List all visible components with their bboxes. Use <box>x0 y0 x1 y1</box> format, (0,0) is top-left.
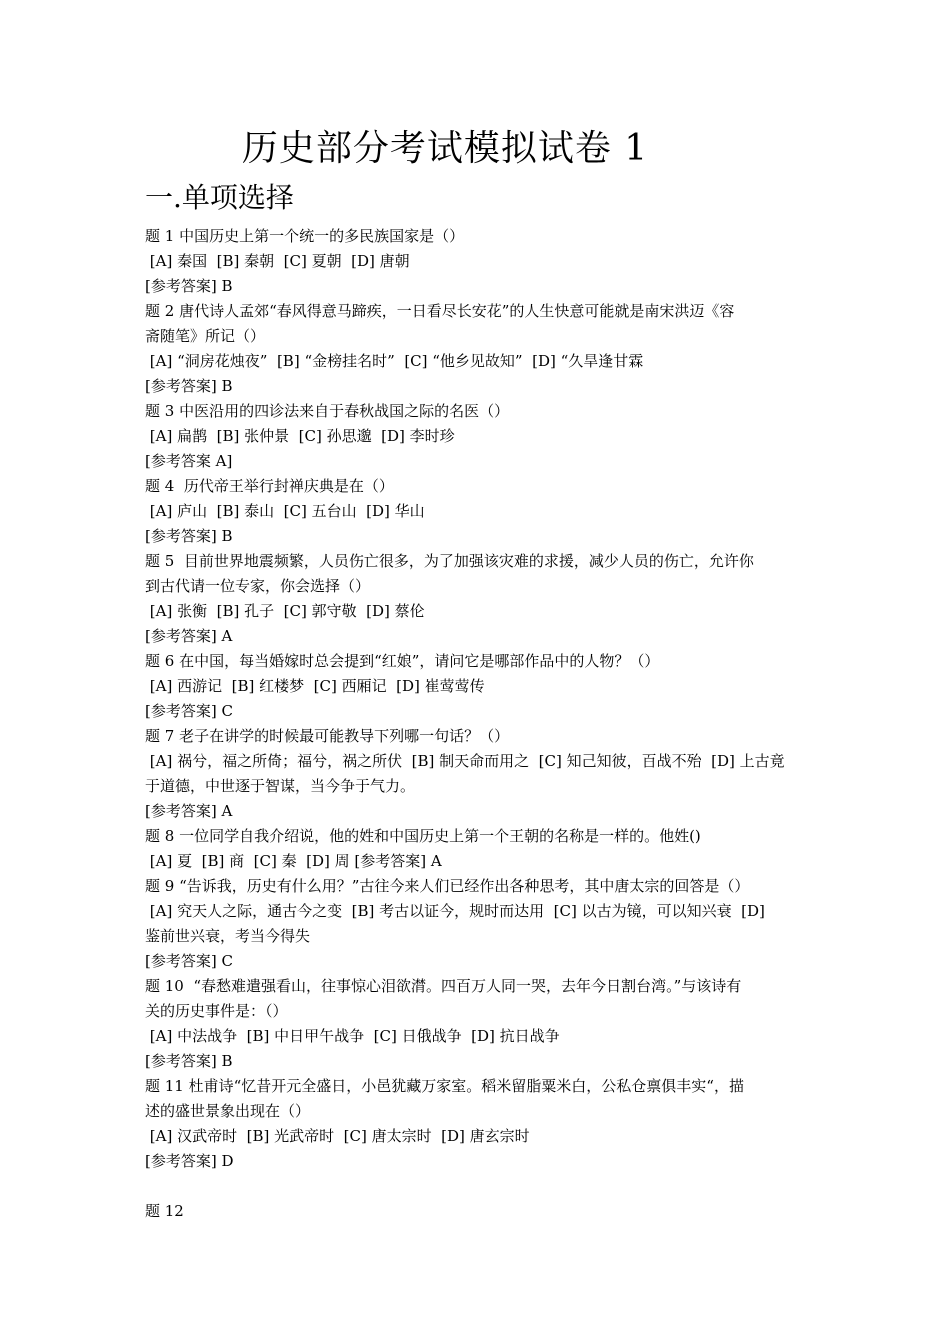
text-line: [A] 汉武帝时 [B] 光武帝时 [C] 唐太宗时 [D] 唐玄宗时 <box>145 1127 530 1145</box>
text-line: 题 12 <box>145 1202 184 1220</box>
text-line: 题 7 老子在讲学的时候最可能教导下列哪一句话？（） <box>145 727 510 745</box>
text-line: [参考答案] C <box>145 702 233 720</box>
text-line: [参考答案] A <box>145 627 233 645</box>
text-line: 题 10 “春愁难遣强看山，往事惊心泪欲潸。四百万人同一哭，去年今日割台湾。”与该诗有 <box>145 977 742 995</box>
text-line: 到古代请一位专家，你会选择（） <box>145 577 371 595</box>
text-line: 于道德，中世逐于智谋，当今争于气力。 <box>145 777 416 795</box>
text-line: [参考答案] B <box>145 277 233 295</box>
text-line: [A] 中法战争 [B] 中日甲午战争 [C] 日俄战争 [D] 抗日战争 <box>145 1027 560 1045</box>
text-line: [参考答案] C <box>145 952 233 970</box>
text-line: 题 4 历代帝王举行封禅庆典是在（） <box>145 477 394 495</box>
text-line: [参考答案] A <box>145 802 233 820</box>
text-line: [参考答案] B <box>145 527 233 545</box>
text-line: [参考答案] B <box>145 377 233 395</box>
text-line: [A] 祸兮，福之所倚；福兮，祸之所伏 [B] 制天命而用之 [C] 知己知彼，百战不殆 [D] 上古竟 <box>145 752 785 770</box>
text-line: [A] 西游记 [B] 红楼梦 [C] 西厢记 [D] 崔莺莺传 <box>145 677 485 695</box>
text-line: 题 3 中医沿用的四诊法来自于春秋战国之际的名医（） <box>145 402 510 420</box>
text-line: [参考答案] B <box>145 1052 233 1070</box>
question-list <box>145 224 810 1224</box>
text-line: [参考答案] D <box>145 1152 234 1170</box>
text-line: 题 1 中国历史上第一个统一的多民族国家是（） <box>145 227 465 245</box>
text-line: 题 6 在中国，每当婚嫁时总会提到“红娘”，请问它是哪部作品中的人物？（） <box>145 652 660 670</box>
text-line: [A] 庐山 [B] 泰山 [C] 五台山 [D] 华山 <box>145 502 425 520</box>
text-line: 题 11 杜甫诗“忆昔开元全盛日，小邑犹藏万家室。稻米留脂粟米白，公私仓禀俱丰实“，描 <box>145 1077 744 1095</box>
text-line <box>145 1174 810 1199</box>
page-title: 历史部分考试模拟试卷 1 <box>241 128 649 169</box>
section-heading: 一.单项选择 <box>145 181 294 214</box>
text-line: 关的历史事件是：（） <box>145 1002 288 1020</box>
text-line: 题 2 唐代诗人孟郊“春风得意马蹄疾，一日看尽长安花”的人生快意可能就是南宋洪迈《容 <box>145 302 735 320</box>
text-line: [A] 秦国 [B] 秦朝 [C] 夏朝 [D] 唐朝 <box>145 252 410 270</box>
text-line: [A] 夏 [B] 商 [C] 秦 [D] 周 [参考答案] A <box>145 852 442 870</box>
text-line: 题 5 目前世界地震频繁，人员伤亡很多，为了加强该灾难的求援，减少人员的伤亡，允许你 <box>145 552 754 570</box>
text-line: [A] 扁鹊 [B] 张仲景 [C] 孙思邈 [D] 李时珍 <box>145 427 455 445</box>
text-line: 斋随笔》所记（） <box>145 327 266 345</box>
text-line: 题 8 一位同学自我介绍说，他的姓和中国历史上第一个王朝的名称是一样的。他姓() <box>145 827 701 845</box>
text-line: [A] “洞房花烛夜” [B] “金榜挂名时” [C] “他乡见故知” [D] “久旱逢甘霖 <box>145 352 644 370</box>
text-line: [A] 究天人之际，通古今之变 [B] 考古以证今，规时而达用 [C] 以古为镜，可以知兴衰 [D] <box>145 902 765 920</box>
text-line: 题 9 “告诉我，历史有什么用？”古往今来人们已经作出各种思考，其中唐太宗的回答是（） <box>145 877 750 895</box>
text-line: 述的盛世景象出现在（） <box>145 1102 311 1120</box>
text-line: [参考答案 A] <box>145 452 233 470</box>
text-line: [A] 张衡 [B] 孔子 [C] 郭守敬 [D] 蔡伦 <box>145 602 425 620</box>
text-line: 鉴前世兴衰，考当今得失 <box>145 927 311 945</box>
